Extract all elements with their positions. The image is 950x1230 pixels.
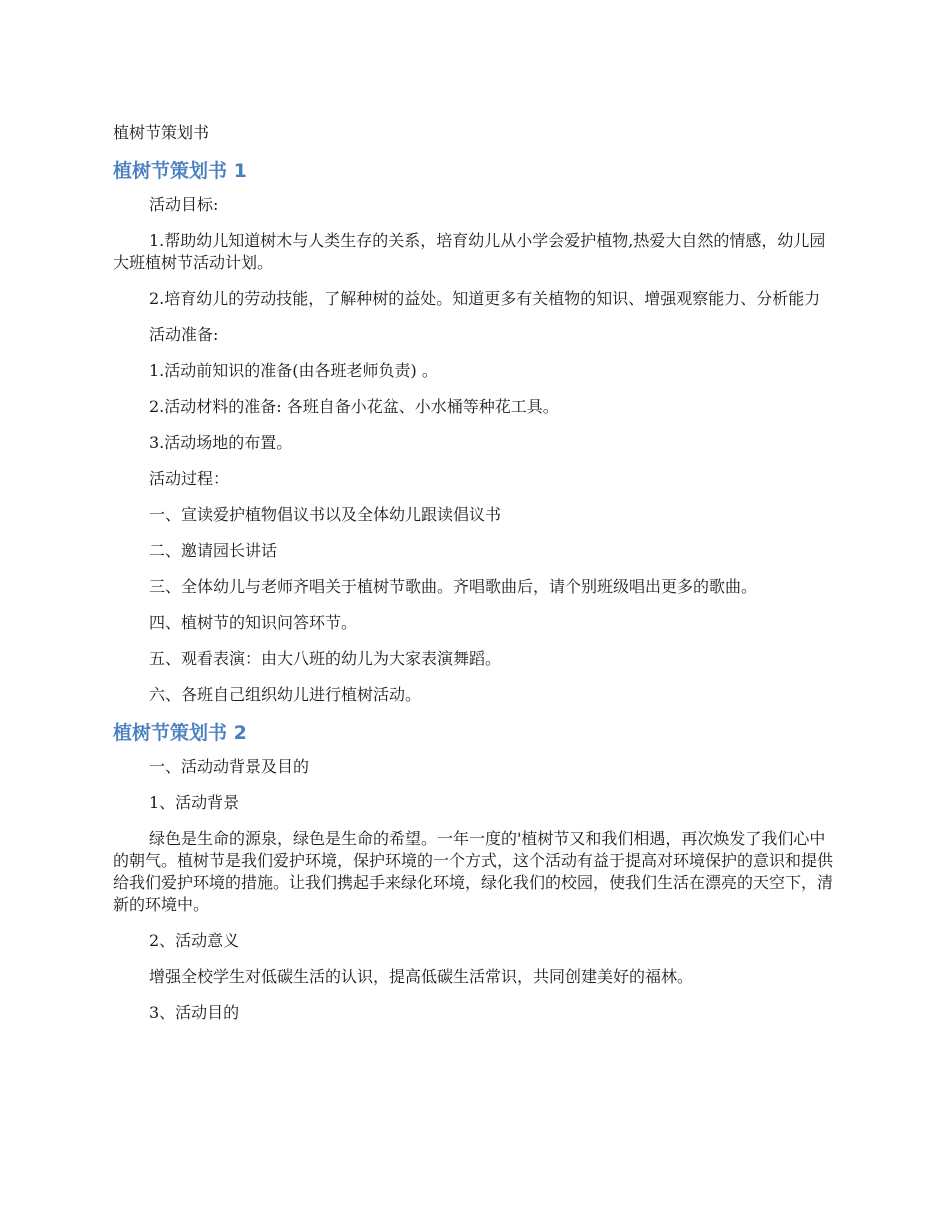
paragraph: 六、各班自己组织幼儿进行植树活动。	[149, 685, 422, 704]
paragraph: 二、邀请园长讲话	[149, 541, 278, 560]
paragraph: 四、植树节的知识问答环节。	[149, 613, 358, 632]
paragraph: 2、活动意义	[149, 931, 240, 950]
paragraph: 三、全体幼儿与老师齐唱关于植树节歌曲。齐唱歌曲后，请个别班级唱出更多的歌曲。	[149, 577, 758, 596]
document-title: 植树节策划书	[113, 123, 210, 142]
paragraph: 一、宣读爱护植物倡议书以及全体幼儿跟读倡议书	[149, 505, 502, 524]
paragraph: 3、活动目的	[149, 1003, 240, 1022]
paragraph: 2.活动材料的准备: 各班自备小花盆、小水桶等种花工具。	[149, 397, 559, 416]
paragraph: 一、活动动背景及目的	[149, 757, 310, 776]
paragraph: 活动过程：	[149, 469, 230, 488]
paragraph: 绿色是生命的源泉，绿色是生命的希望。一年一度的'植树节又和我们相遇，再次焕发了我们心中的朝气。植树节是我们爱护环境，保护环境的一个方式，这个活动有益于提高对环境保护的意识和提供给我们爱护环境的措施。让我们携起手来绿化环境，绿化我们的校园，使我们生活在漂亮的天空下，清新的环境中。	[113, 829, 834, 914]
paragraph: 增强全校学生对低碳生活的认识，提高低碳生活常识，共同创建美好的福林。	[149, 967, 694, 986]
paragraph: 1.帮助幼儿知道树木与人类生存的关系，培育幼儿从小学会爱护植物,热爱大自然的情感，幼儿园大班植树节活动计划。	[113, 231, 826, 272]
section-1	[113, 158, 841, 706]
paragraph: 2.培育幼儿的劳动技能，了解种树的益处。知道更多有关植物的知识、增强观察能力、分析能力	[149, 289, 821, 308]
document-page	[113, 122, 841, 1038]
paragraph: 3.活动场地的布置。	[149, 433, 293, 452]
paragraph: 1、活动背景	[149, 793, 240, 812]
paragraph: 活动目标:	[149, 195, 219, 214]
paragraph: 五、观看表演：由大八班的幼儿为大家表演舞蹈。	[149, 649, 502, 668]
paragraph: 1.活动前知识的准备(由各班老师负责) 。	[149, 361, 438, 380]
section-2	[113, 720, 841, 1024]
paragraph: 活动准备:	[149, 325, 219, 344]
section-heading-2: 植树节策划书 2	[113, 722, 247, 744]
section-heading-1: 植树节策划书 1	[113, 160, 247, 182]
